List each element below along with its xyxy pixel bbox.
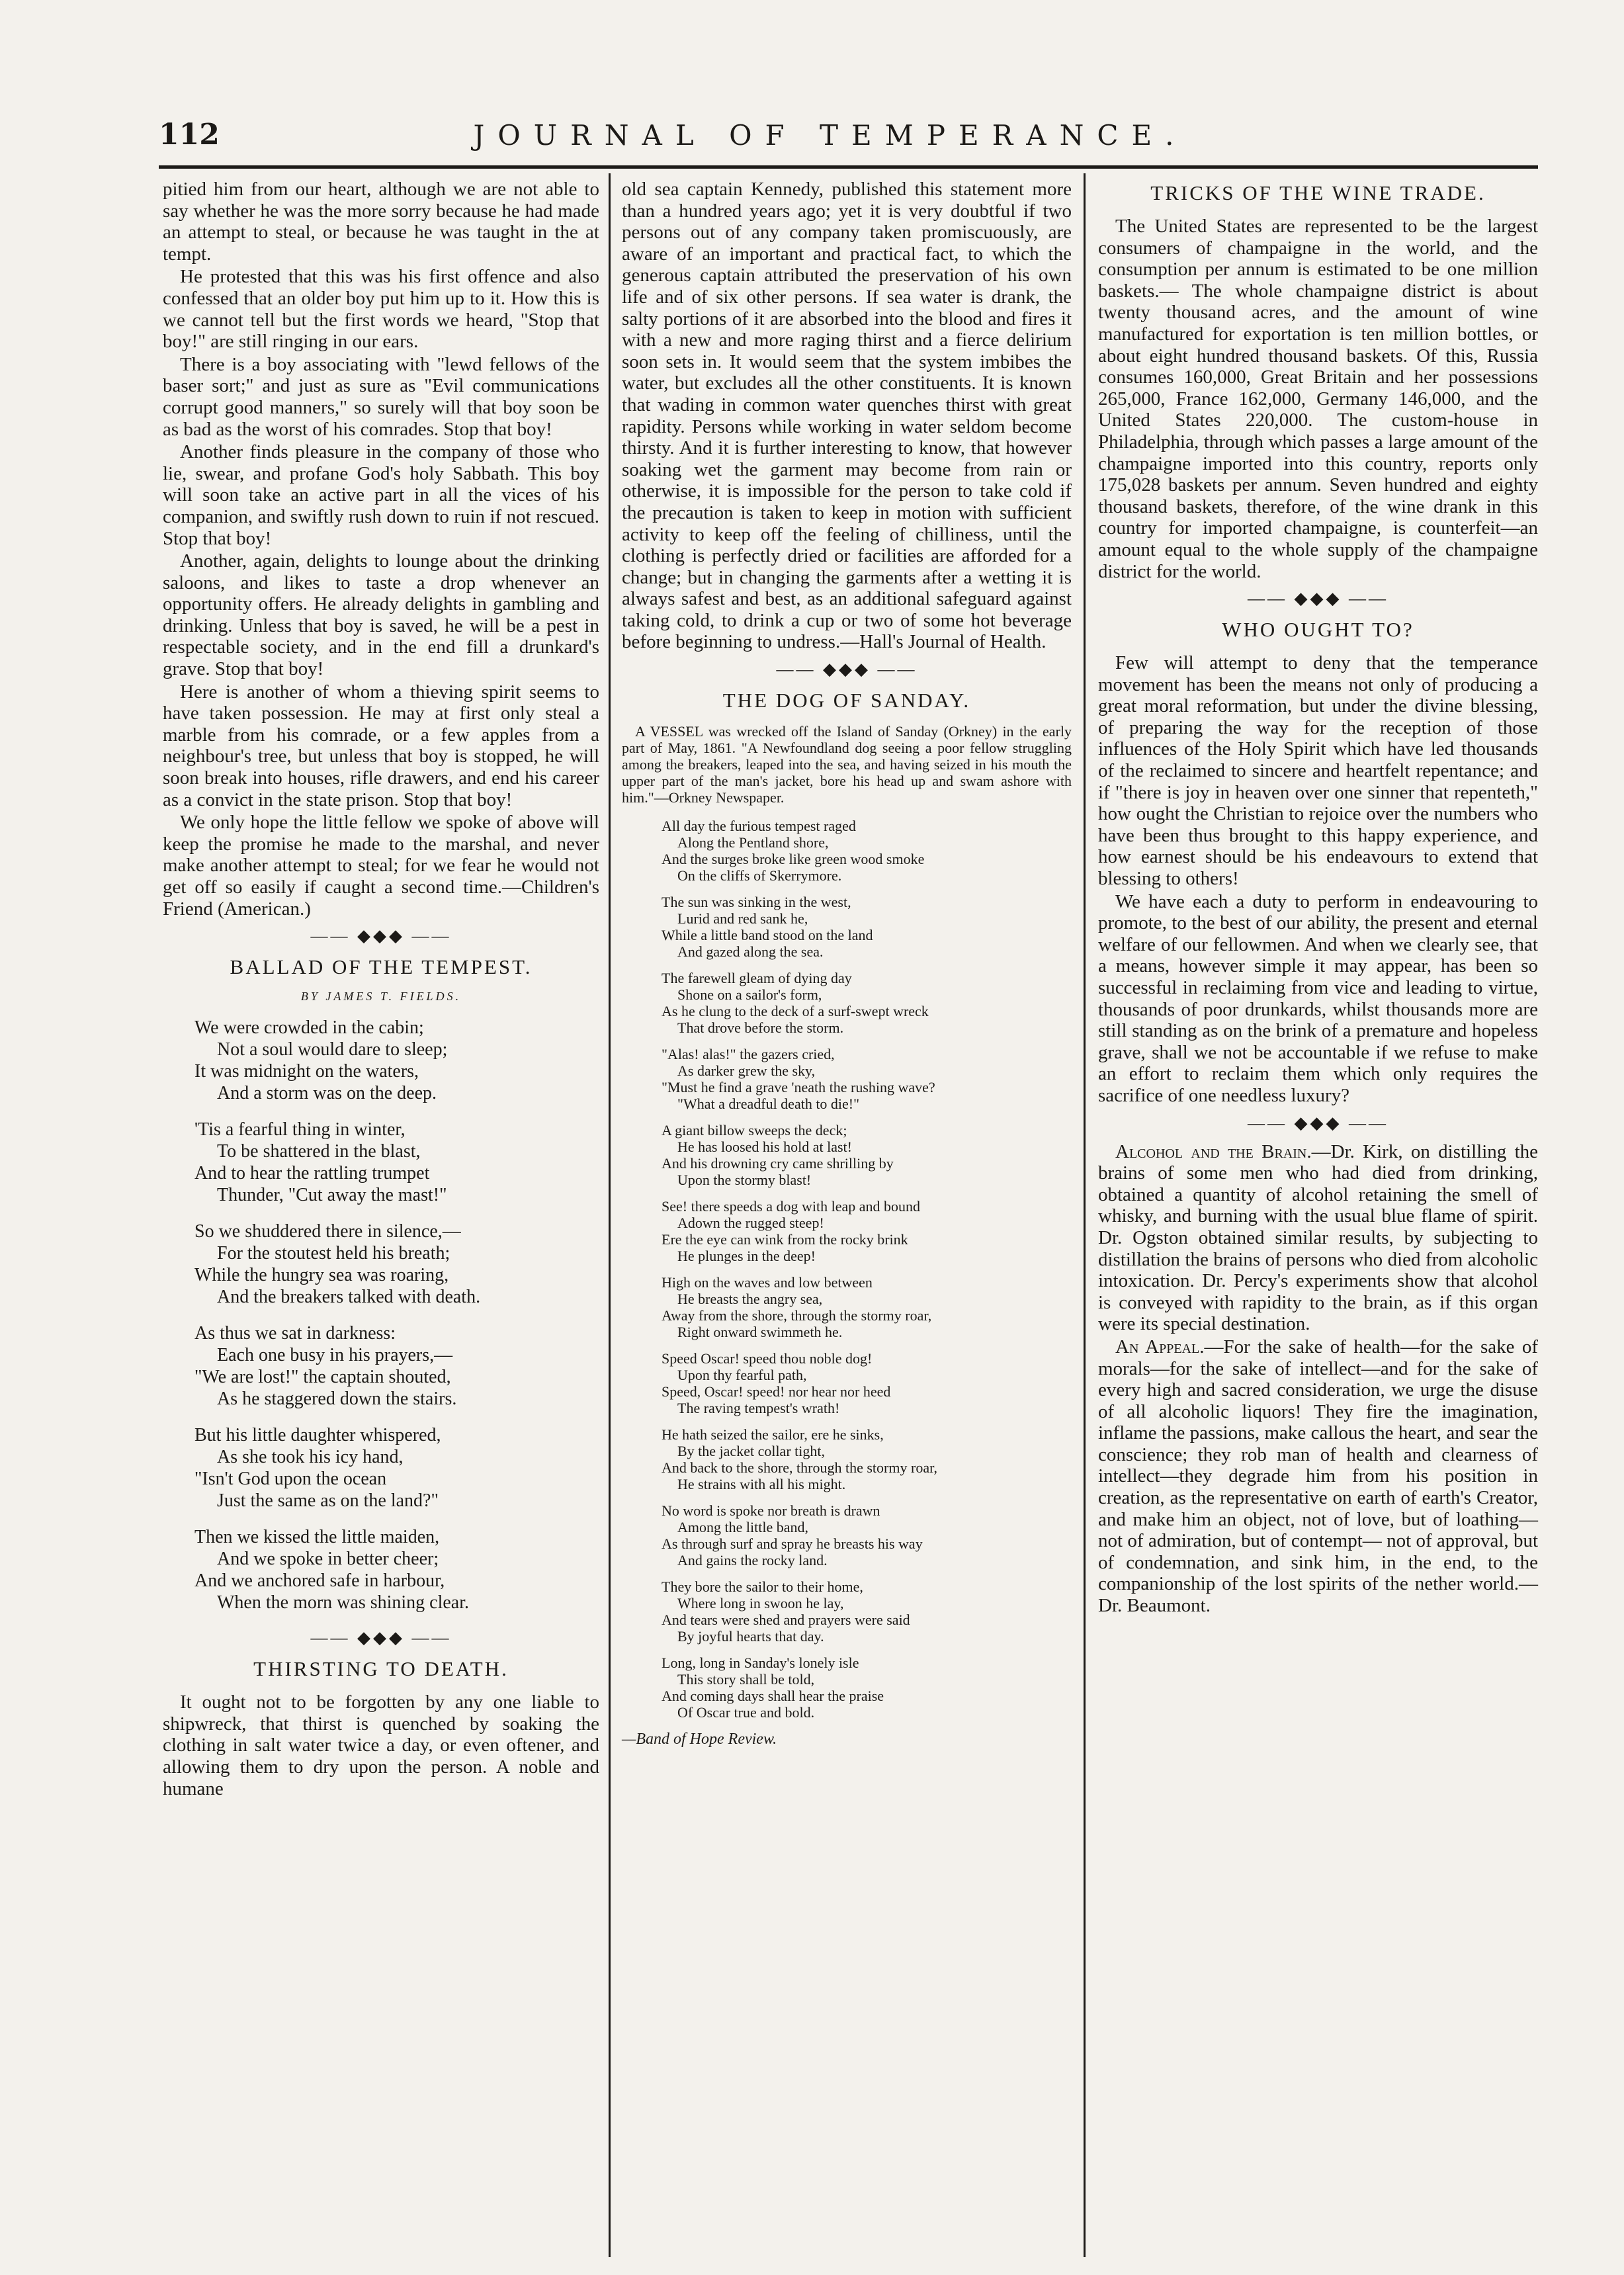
poem-line: And his drowning cry came shrilling by: [662, 1155, 894, 1172]
poem-line: "Must he find a grave 'neath the rushing wave?: [662, 1079, 935, 1096]
poem-line: By the jacket collar tight,: [677, 1443, 825, 1460]
running-head: JOURNAL OF TEMPERANCE.: [473, 119, 1187, 151]
poem-line: And the surges broke like green wood smoke: [662, 851, 925, 868]
poem-line: But his little daughter whispered,: [194, 1425, 441, 1446]
article-paragraph: It ought not to be forgotten by any one liable to shipwreck, that thirst is quenched by soaking the clothing in salt water twice a day, or even oftener, and allowing them to dry upon the person. A noble and humane: [163, 1692, 599, 1799]
poem-stanza: [662, 1122, 1072, 1188]
poem-line: Thunder, "Cut away the mast!": [217, 1185, 447, 1206]
poem-stanza: [194, 1119, 599, 1206]
poem-line: All day the furious tempest raged: [662, 818, 856, 835]
poem-stanza: [194, 1017, 599, 1104]
poem-line: He strains with all his might.: [677, 1476, 846, 1493]
article-paragraph: Few will attempt to deny that the temperance movement has been the means not only of producing a great moral reformation, but under the divine blessing, of preparing the way for the reception of those influences of the Holy Spirit which have led thousands of the reclaimed to sincere and heartfelt repentance; and if "there is joy in heaven over one sinner that repenteth," how ought the Christian to rejoice over the numbers who have been thus brought to this happy experience, and how earnest should be his endeavours to extend that blessing to others!: [1098, 652, 1538, 890]
poem-line: And gazed along the sea.: [677, 943, 824, 961]
poem-line: And we spoke in better cheer;: [217, 1549, 439, 1570]
poem-line: On the cliffs of Skerrymore.: [677, 867, 842, 884]
article-paragraph: We have each a duty to perform in endeavouring to promote, to the best of our ability, the present and eternal welfare of our fellowmen. And when we clearly see, that a means, however simple it may appear, has been so successful in reclaiming from vice and leading to virtue, thousands of poor drunkards, whilst thousands more are still standing as on the brink of a premature and hopeless grave, shall we not be accountable if we refuse to make an effort to reclaim them which only requires the sacrifice of one needless luxury?: [1098, 890, 1538, 1106]
poem-line: "Alas! alas!" the gazers cried,: [662, 1046, 835, 1063]
poem-line: The sun was sinking in the west,: [662, 894, 851, 911]
poem-stanza: [662, 1578, 1072, 1645]
column-3: [1098, 179, 1538, 1618]
poem-line: Not a soul would dare to sleep;: [217, 1039, 448, 1060]
poem-line: As she took his icy hand,: [217, 1447, 404, 1468]
section-ornament: —— ◆◆◆ ——: [1248, 589, 1389, 609]
article-paragraph: old sea captain Kennedy, published this statement more than a hundred years ago; yet it is very doubtful if two persons out of any company taken promiscuously, are aware of an important and practical fact, to which the generous captain attributed the preservation of his own life and of six other persons. If sea water is drank, the salty portions of it are absorbed into the blood and fires it with a new and more raging thirst and a fierce delirium soon sets in. It would seem that the system imbibes the water, but excludes all the other constituents. It is known that wading in common water quenches thirst with great rapidity. Persons while working in water seldom become thirsty. And it is further interesting to know, that however soaking wet the garment may become from rain or otherwise, it is impossible for the person to take cold if the precaution is taken to keep in motion with sufficient activity to keep off the feeling of chilliness, until the clothing is perfectly dried or facilities are afforded for a change; but in changing the garments after a wetting it is always safest and best, as an additional safeguard against taking cold, to drink a cup or two of some hot beverage before beginning to undress.—Hall's Journal of Health.: [622, 179, 1072, 653]
poem-stanza: [662, 1426, 1072, 1492]
poem-line: Each one busy in his prayers,—: [217, 1345, 453, 1366]
poem-line: And the breakers talked with death.: [217, 1287, 481, 1308]
poem-line: Away from the shore, through the stormy roar,: [662, 1307, 932, 1324]
poem-line: Among the little band,: [677, 1519, 808, 1536]
alcohol-text: —Dr. Kirk, on distilling the brains of some men who had died from drinking, obtained a quantity of alcohol retaining the smell of whisky, and burning with the usual blue flame of spirit. Dr. Ogston obtained similar results, by subjecting to distillation the brains of persons who died from alcoholic intoxication. Dr. Percy's experiments show that alcohol is conveyed with rapidity to the brain, as if this organ were its special destination.: [1098, 1140, 1539, 1335]
page-header: [159, 118, 1502, 157]
tricks-title: TRICKS OF THE WINE TRADE.: [1150, 181, 1486, 204]
poem-line: "What a dreadful death to die!": [677, 1095, 860, 1113]
poem-line: As thus we sat in darkness:: [194, 1323, 396, 1344]
poem-line: Of Oscar true and bold.: [677, 1704, 815, 1721]
poem-stanza: [194, 1221, 599, 1308]
poem-line: It was midnight on the waters,: [194, 1061, 419, 1082]
poem-stanza: [662, 970, 1072, 1036]
poem-line: As he staggered down the stairs.: [217, 1389, 457, 1410]
poem-stanza: [662, 1654, 1072, 1721]
poem-line: So we shuddered there in silence,—: [194, 1221, 461, 1242]
ballad-title: BALLAD OF THE TEMPEST.: [230, 955, 533, 979]
poem-line: 'Tis a fearful thing in winter,: [194, 1119, 406, 1140]
poem-line: As darker grew the sky,: [677, 1062, 816, 1080]
article-paragraph: Here is another of whom a thieving spirit seems to have taken possession. He may at first only steal a marble from his comrade, or a few apples from a neighbour's tree, but unless that boy is stopped, he will soon break into houses, rifle drawers, and end his career as a convict in the state prison. Stop that boy!: [163, 681, 599, 810]
poem-line: That drove before the storm.: [677, 1019, 844, 1037]
poem-line: He breasts the angry sea,: [677, 1291, 823, 1308]
poem-line: "We are lost!" the captain shouted,: [194, 1367, 451, 1388]
poem-line: He has loosed his hold at last!: [677, 1138, 852, 1156]
poem-line: Just the same as on the land?": [217, 1490, 439, 1512]
poem-stanza: [662, 1274, 1072, 1340]
poem-line: Right onward swimmeth he.: [677, 1324, 843, 1341]
poem-line: As he clung to the deck of a surf-swept wreck: [662, 1003, 929, 1020]
poem-line: This story shall be told,: [677, 1671, 815, 1688]
poem-credit: —Band of Hope Review.: [622, 1731, 777, 1748]
page-number: 112: [159, 118, 220, 151]
poem-line: "Isn't God upon the ocean: [194, 1469, 387, 1490]
poem-line: To be shattered in the blast,: [217, 1141, 421, 1162]
poem-line: They bore the sailor to their home,: [662, 1578, 863, 1596]
section-ornament: —— ◆◆◆ ——: [310, 1628, 452, 1648]
column-divider-right: [1084, 173, 1086, 2257]
thirst-title: THIRSTING TO DEATH.: [253, 1657, 509, 1681]
dog-title: THE DOG OF SANDAY.: [722, 689, 971, 712]
poem-line: And tears were shed and prayers were said: [662, 1611, 910, 1629]
column-1: [163, 179, 599, 1801]
poem-line: He plunges in the deep!: [677, 1248, 816, 1265]
article-paragraph: He protested that this was his first offence and also confessed that an older boy put him up to it. How this is we cannot tell but the first words we heard, "Stop that boy!" are still ringing in our ears.: [163, 266, 599, 353]
poem-line: Speed Oscar! speed thou noble dog!: [662, 1350, 873, 1367]
article-paragraph: There is a boy associating with "lewd fellows of the baser sort;" and just as sure as "Evil communications corrupt good manners," so surely will that boy soon be as bad as the worst of his comrades. Stop that boy!: [163, 353, 599, 440]
poem-stanza: [662, 1198, 1072, 1264]
poem-line: A giant billow sweeps the deck;: [662, 1122, 847, 1139]
column-2: [622, 179, 1072, 1748]
poem-line: The raving tempest's wrath!: [677, 1400, 840, 1417]
poem-epigraph: A VESSEL was wrecked off the Island of Sanday (Orkney) in the early part of May, 1861. "A Newfoundland dog seeing a poor fellow struggling among the breakers, leaped into the sea, and having seized in his mouth the upper part of the man's jacket, bore his head up and swam ashore with him."—Orkney Newspaper.: [622, 723, 1072, 806]
article-paragraph: [1098, 1336, 1538, 1617]
appeal-lead: An Appeal.: [1115, 1336, 1205, 1357]
article-paragraph: pitied him from our heart, although we are not able to say whether he was the more sorry because he had made an attempt to steal, or because he was taught in the at tempt.: [163, 179, 599, 265]
section-ornament: —— ◆◆◆ ——: [776, 660, 918, 679]
poem-stanza: [194, 1526, 599, 1613]
poem-stanza: [662, 1350, 1072, 1416]
poem-line: Ere the eye can wink from the rocky brink: [662, 1231, 908, 1248]
section-ornament: —— ◆◆◆ ——: [310, 926, 452, 946]
poem-line: Shone on a sailor's form,: [677, 986, 822, 1004]
poem-stanza: [194, 1424, 599, 1512]
appeal-text: —For the sake of health—for the sake of morals—for the sake of intellect—and for the sake of every high and sacred consideration, we urge the disuse of all alcoholic liquors! They fire the imagination, inflame the passions, make callous the heart, and sear the conscience; they rob man of health and clearness of intellect—they degrade him from his position in creation, as the representative on earth of earth's Creator, and make him an object, not of love, but of loathing—not of admiration, but of contempt— not of approval, but of condemnation, and sink him, in the end, to the companionship of the lost spirits of the nether world.—Dr. Beaumont.: [1098, 1336, 1539, 1617]
poem-line: Upon thy fearful path,: [677, 1367, 807, 1384]
poem-line: We were crowded in the cabin;: [194, 1017, 424, 1039]
poem-line: While a little band stood on the land: [662, 927, 873, 944]
article-paragraph: [1098, 1141, 1538, 1335]
poem-line: Speed, Oscar! speed! nor hear nor heed: [662, 1383, 891, 1400]
article-paragraph: Another, again, delights to lounge about the drinking saloons, and likes to taste a drop whenever an opportunity offers. He already delights in gambling and drinking. Unless that boy is saved, he will be a pest in respectable society, and in the end fill a drunkard's grave. Stop that boy!: [163, 550, 599, 680]
poem-line: And we anchored safe in harbour,: [194, 1570, 445, 1592]
article-paragraph: Another finds pleasure in the company of those who lie, swear, and profane God's holy Sabbath. This boy will soon take an active part in all the vices of his companion, and swiftly rush down to ruin if not rescued. Stop that boy!: [163, 441, 599, 549]
poem-stanza: [194, 1322, 599, 1410]
poem-line: Adown the rugged steep!: [677, 1215, 824, 1232]
poem-stanza: [662, 1046, 1072, 1112]
poem-line: And a storm was on the deep.: [217, 1083, 437, 1104]
poem-line: Then we kissed the little maiden,: [194, 1527, 440, 1548]
poem-line: Along the Pentland shore,: [677, 834, 829, 851]
poem-stanza: [662, 894, 1072, 960]
ballad-byline: BY JAMES T. FIELDS.: [300, 990, 462, 1004]
poem-stanza: [662, 1502, 1072, 1568]
poem-line: And gains the rocky land.: [677, 1552, 828, 1569]
column-divider-left: [609, 173, 611, 2257]
poem-line: Where long in swoon he lay,: [677, 1595, 844, 1612]
poem-line: When the morn was shining clear.: [217, 1592, 470, 1613]
poem-line: As through surf and spray he breasts his way: [662, 1535, 923, 1553]
poem-line: Upon the stormy blast!: [677, 1172, 812, 1189]
poem-line: While the hungry sea was roaring,: [194, 1265, 449, 1286]
alcohol-lead: Alcohol and the Brain.: [1115, 1140, 1312, 1162]
poem-line: And back to the shore, through the stormy roar,: [662, 1459, 938, 1477]
poem-line: For the stoutest held his breath;: [217, 1243, 450, 1264]
poem-line: Long, long in Sanday's lonely isle: [662, 1654, 859, 1672]
poem-line: No word is spoke nor breath is drawn: [662, 1502, 880, 1520]
poem-line: By joyful hearts that day.: [677, 1628, 824, 1645]
poem-line: See! there speeds a dog with leap and bound: [662, 1198, 920, 1215]
poem-line: He hath seized the sailor, ere he sinks,: [662, 1426, 884, 1443]
article-paragraph: We only hope the little fellow we spoke of above will keep the promise he made to the marshal, and never make another attempt to steal; for we fear he would not get off so easily if caught a second time.—Children's Friend (American.): [163, 812, 599, 920]
poem-line: High on the waves and low between: [662, 1274, 873, 1291]
header-rule: [159, 165, 1538, 169]
poem-stanza: [662, 818, 1072, 884]
poem-line: The farewell gleam of dying day: [662, 970, 852, 987]
section-ornament: —— ◆◆◆ ——: [1248, 1113, 1389, 1133]
poem-line: And to hear the rattling trumpet: [194, 1163, 430, 1184]
poem-line: Lurid and red sank he,: [677, 910, 808, 927]
poem-line: And coming days shall hear the praise: [662, 1688, 884, 1705]
article-paragraph: The United States are represented to be the largest consumers of champaigne in the world, and the consumption per annum is estimated to be one million baskets.— The whole champaigne district is about twenty thousand acres, and the amount of wine manufactured for exportation is ten million bottles, or about eight hundred thousand baskets. Of this, Russia consumes 160,000, Great Britain and her possessions 265,000, France 162,000, Germany 146,000, and the United States 220,000. The custom-house in Philadelphia, through which passes a large amount of the champaigne imported into this country, reports only 175,028 baskets per annum. Seven hundred and eighty thousand baskets, therefore, of the wine drank in this country for imported champaigne, is counterfeit—an amount equal to the whole supply of the champaigne district for the world.: [1098, 216, 1538, 582]
who-title: WHO OUGHT TO?: [1222, 618, 1414, 642]
